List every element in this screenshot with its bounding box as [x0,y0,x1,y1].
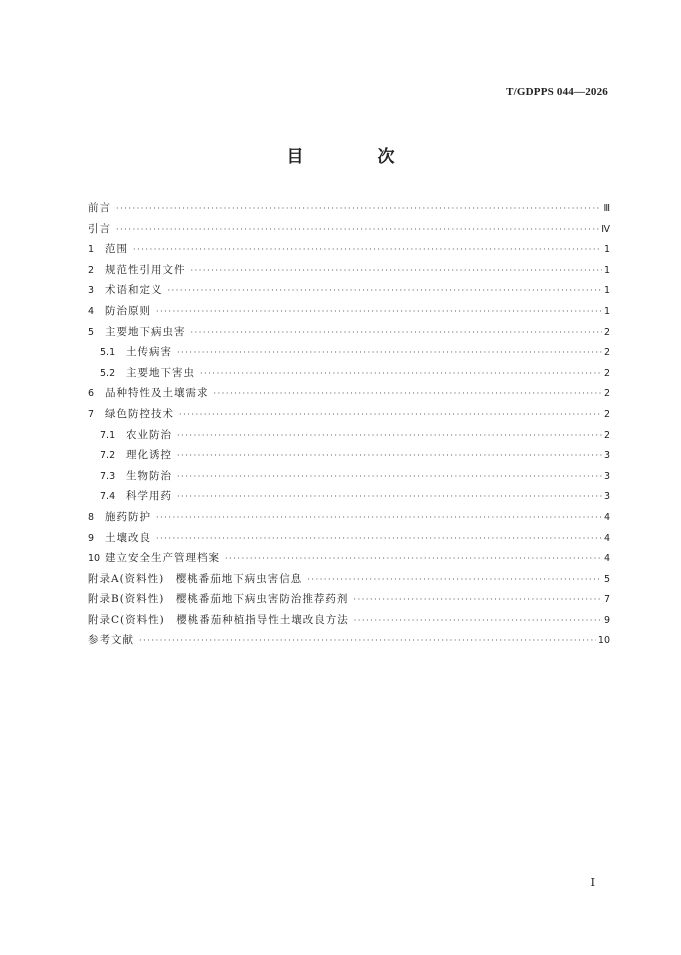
toc-entry[interactable] [88,219,610,240]
toc-dot-leader [225,549,602,570]
toc-entry[interactable] [88,322,610,343]
toc-entry-page: 10 [597,635,610,647]
toc-entry-number: 5 [88,326,95,338]
toc-entry-label: 施药防护 [105,510,151,523]
toc-entry-number: 7.1 [100,429,116,441]
toc-entry-label: 前言 [88,202,111,214]
toc-entry-label: 参考文献 [88,634,134,647]
toc-entry-label: 建立安全生产管理档案 [105,552,220,565]
toc-entry[interactable] [88,404,610,425]
toc-dot-leader [353,590,602,611]
toc-entry-page: 2 [603,429,610,441]
toc-entry-label: 绿色防控技术 [105,407,174,420]
toc-entry[interactable] [88,630,610,651]
toc-entry-page: 5 [603,573,610,585]
toc-entry[interactable] [88,548,610,569]
toc-entry-page: 2 [603,408,610,420]
toc-entry[interactable] [88,363,610,384]
toc-entry-page: 7 [603,594,610,606]
toc-entry[interactable] [88,569,610,590]
toc-dot-leader [191,261,602,282]
toc-entry-label: 附录C(资料性) 樱桃番茄种植指导性土壤改良方法 [88,613,349,626]
toc-entry-label: 附录B(资料性) 樱桃番茄地下病虫害防治推荐药剂 [88,593,349,606]
toc-entry[interactable] [88,507,610,528]
toc-dot-leader [191,323,602,344]
toc-entry-label: 附录A(资料性) 樱桃番茄地下病虫害信息 [88,572,303,585]
toc-entry[interactable] [88,198,610,219]
toc-dot-leader [116,199,601,220]
toc-entry[interactable] [88,301,610,322]
toc-entry[interactable] [88,589,610,610]
toc-dot-leader [179,405,602,426]
toc-entry-label: 农业防治 [126,428,172,441]
toc-entry-label: 生物防治 [126,469,172,482]
toc-dot-leader [139,631,596,652]
toc-entry-page: 3 [603,491,610,503]
toc-entry-label: 主要地下病虫害 [105,325,186,338]
document-code: T/GDPPS 044—2026 [506,86,608,98]
toc-entry[interactable] [88,342,610,363]
toc-dot-leader [177,343,602,364]
toc-entry-page: 3 [603,450,610,462]
toc-entry-number: 7.3 [100,470,116,482]
toc-entry-page: 1 [603,244,610,256]
toc-dot-leader [116,220,599,241]
toc-entry[interactable] [88,260,610,281]
toc-entry-page: 2 [603,347,610,359]
page-title: 目 次 [286,147,429,167]
toc-entry[interactable] [88,610,610,631]
toc-dot-leader [177,487,602,508]
toc-entry-page: 2 [603,326,610,338]
toc-entry-label: 品种特性及土壤需求 [105,387,209,400]
toc-entry-page: 4 [603,511,610,523]
toc-entry-page: 4 [603,532,610,544]
table-of-contents [88,198,610,651]
toc-entry[interactable] [88,445,610,466]
toc-dot-leader [307,570,602,591]
toc-entry-page: 1 [603,305,610,317]
toc-entry-number: 7.4 [100,491,116,503]
toc-entry-label: 引言 [88,222,111,235]
toc-entry-page: 1 [603,285,610,297]
toc-entry-number: 9 [88,532,95,544]
toc-entry-page: 2 [603,388,610,400]
toc-entry-label: 范围 [105,243,128,256]
toc-dot-leader [200,364,602,385]
toc-entry-page: 9 [603,614,610,626]
toc-dot-leader [156,508,602,529]
toc-entry[interactable] [88,425,610,446]
toc-entry[interactable] [88,280,610,301]
toc-entry-label: 防治原则 [105,304,151,317]
page-number: Ⅰ [590,877,595,889]
toc-entry-label: 土传病害 [126,346,172,359]
toc-entry-number: 5.1 [100,347,116,359]
toc-dot-leader [168,281,602,302]
toc-entry[interactable] [88,528,610,549]
toc-dot-leader [214,384,602,405]
toc-entry[interactable] [88,486,610,507]
toc-entry-label: 主要地下害虫 [126,366,195,379]
toc-entry-number: 7.2 [100,450,116,462]
toc-entry-page: Ⅳ [601,223,610,235]
toc-entry-label: 术语和定义 [105,284,163,297]
toc-entry-page: 4 [603,553,610,565]
toc-entry-page: Ⅲ [603,203,610,214]
toc-entry-number: 2 [88,264,95,276]
toc-entry-number: 8 [88,511,95,523]
toc-dot-leader [177,426,602,447]
toc-entry-page: 2 [603,367,610,379]
toc-dot-leader [133,240,602,261]
toc-entry-label: 规范性引用文件 [105,263,186,276]
toc-entry-label: 科学用药 [126,490,172,503]
toc-entry-number: 7 [88,408,95,420]
toc-dot-leader [177,467,602,488]
toc-entry[interactable] [88,239,610,260]
toc-dot-leader [156,302,602,323]
toc-entry-number: 4 [88,305,95,317]
toc-entry-number: 5.2 [100,367,116,379]
toc-entry-number: 1 [88,244,95,256]
toc-entry-page: 1 [603,264,610,276]
toc-entry-page: 3 [603,470,610,482]
toc-dot-leader [354,611,602,632]
toc-entry-number: 10 [88,553,101,565]
toc-entry-label: 土壤改良 [105,531,151,544]
toc-dot-leader [177,446,602,467]
toc-entry-label: 理化诱控 [126,449,172,462]
toc-dot-leader [156,529,602,550]
toc-entry-number: 6 [88,388,95,400]
toc-entry[interactable] [88,466,610,487]
toc-entry[interactable] [88,383,610,404]
toc-entry-number: 3 [88,285,95,297]
